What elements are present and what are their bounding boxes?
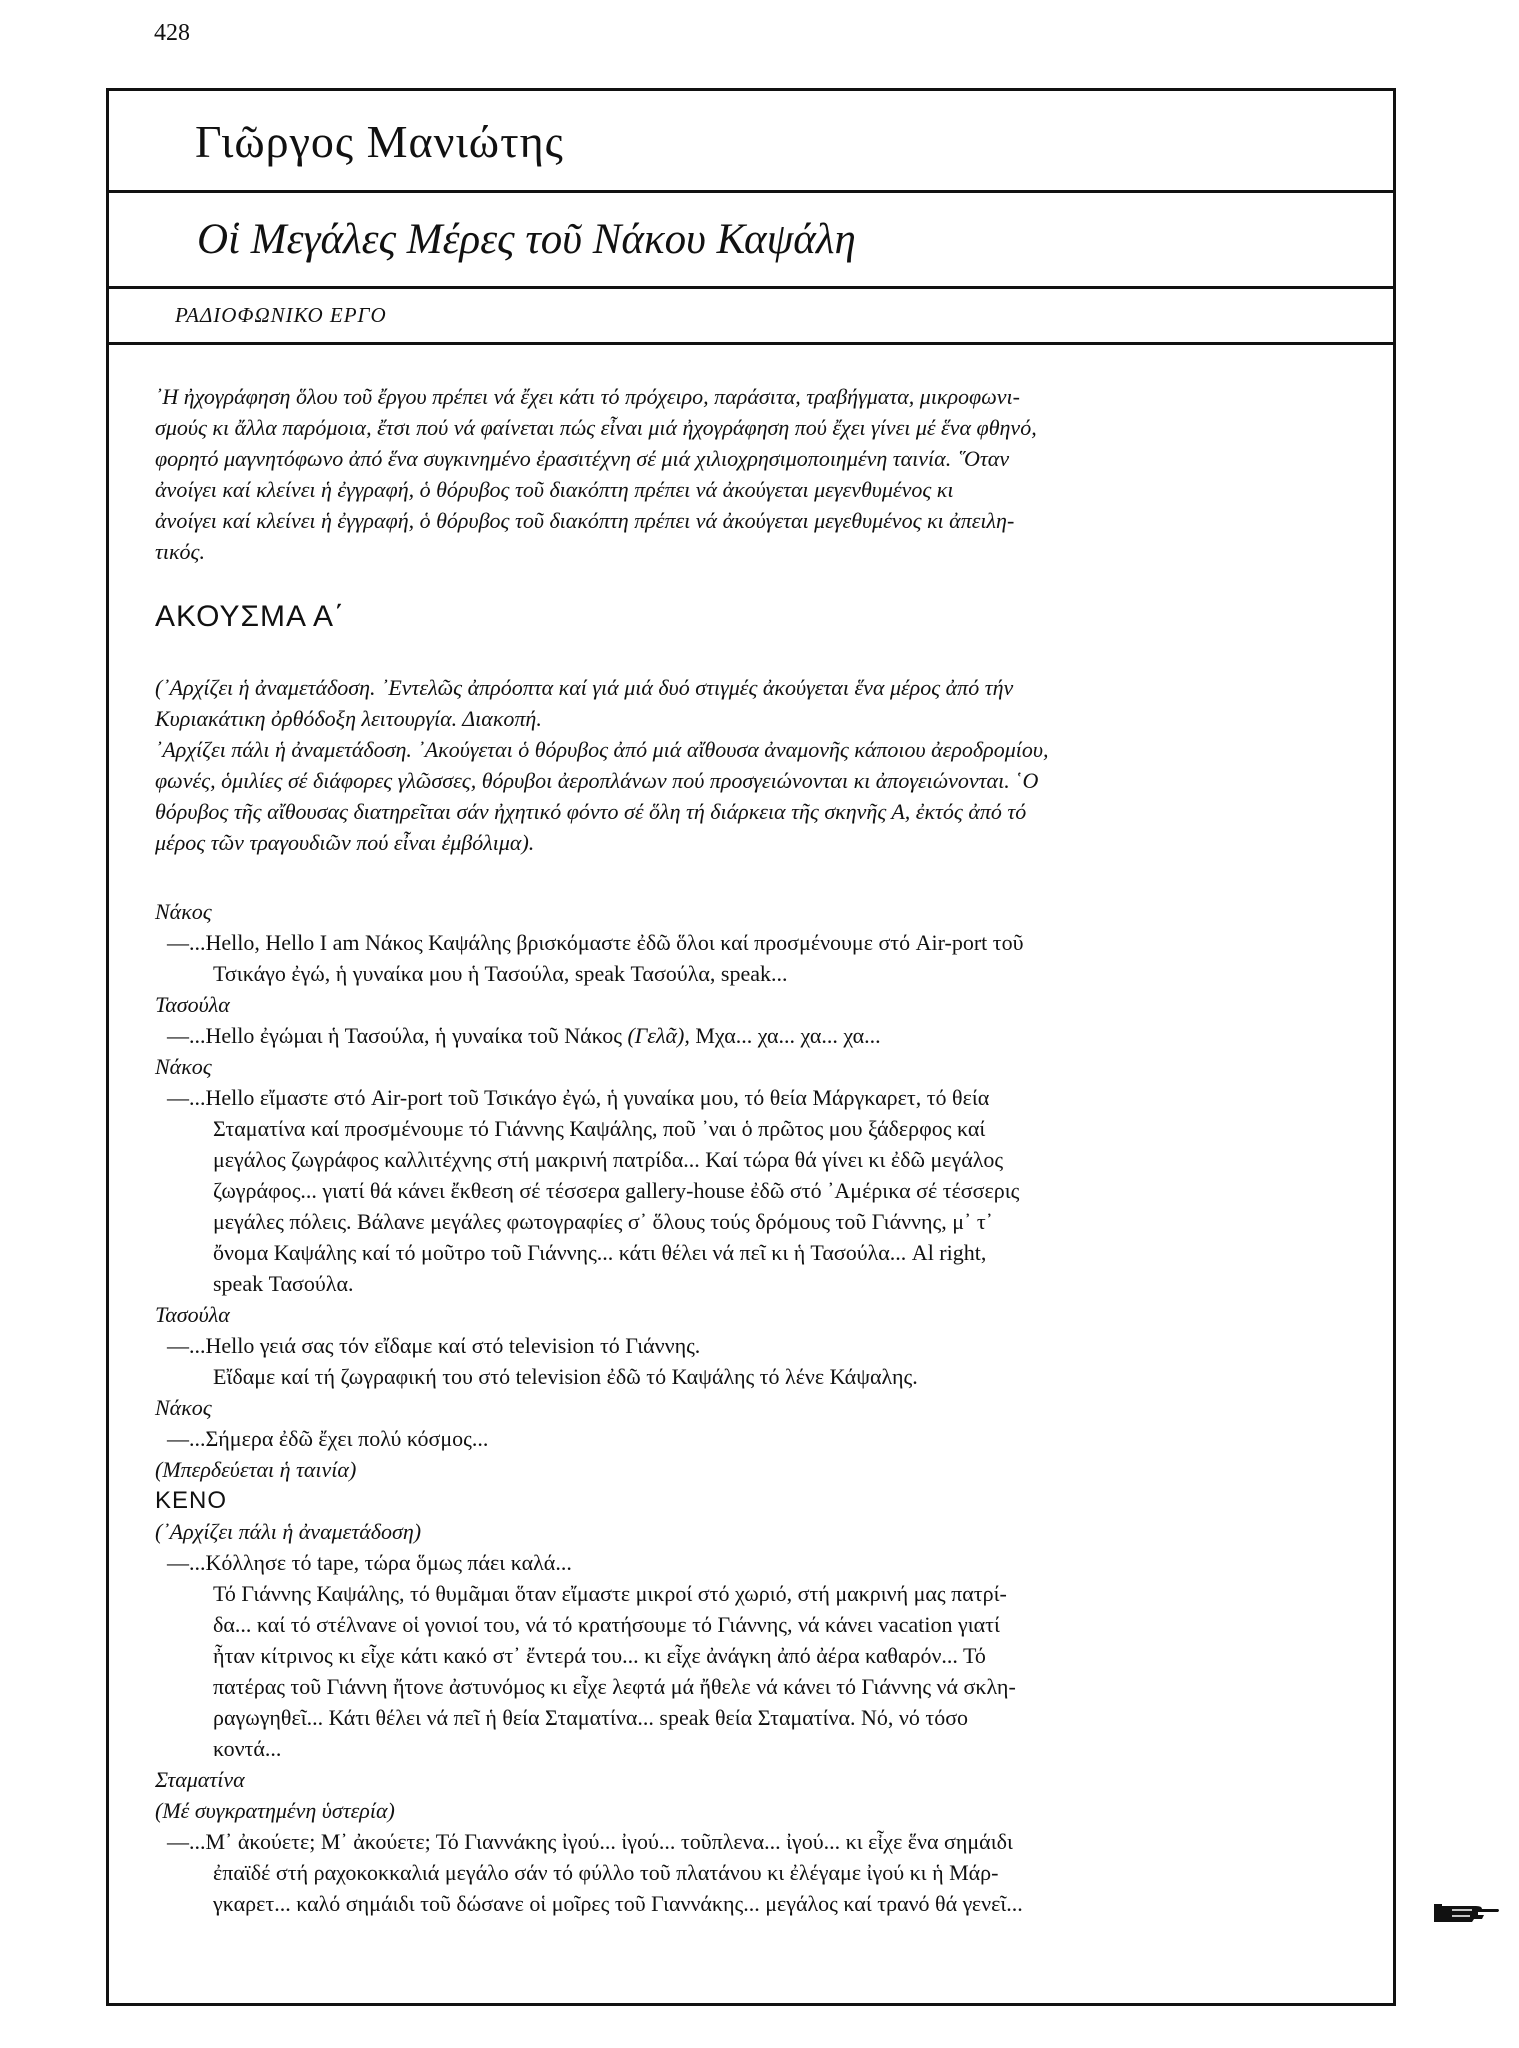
dialogue-text: Μχα... χα... χα... χα... [689, 1023, 881, 1048]
dialogue-line: speak Τασούλα. [213, 1271, 354, 1296]
stage-direction: (Μπερδεύεται ἡ ταινία) [155, 1457, 357, 1482]
dialogue-line: —...Hello εἴμαστε στό Air-port τοῦ Τσικάγο ἐγώ, ἡ γυναίκα μου, τό θεία Μάργκαρετ, τό θεία [167, 1085, 990, 1110]
intro-paragraph [155, 381, 1335, 567]
speaker-name: Νάκος [155, 1054, 212, 1079]
speaker-name: Σταματίνα [155, 1767, 245, 1792]
genre-box [109, 289, 1393, 345]
speaker-name: Νάκος [155, 899, 212, 924]
title-frame [106, 88, 1396, 2006]
intro-line: ἀνοίγει καί κλείνει ἡ ἐγγραφή, ὁ θόρυβος τοῦ διακόπτη πρέπει νά ἀκούγεται μεγεθυμένος κι ἀπειλη- [155, 508, 1015, 533]
intro-line: ᾿Η ἠχογράφηση ὅλου τοῦ ἔργου πρέπει νά ἔχει κάτι τό πρόχειρο, παράσιτα, τραβήγματα, μικροφωνι- [155, 384, 1020, 409]
dialogue-line: ἦταν κίτρινος κι εἶχε κάτι κακό στ᾿ ἔντερά του... κι εἶχε ἀνάγκη ἀπό ἀέρα καθαρόν... Τό [213, 1643, 986, 1668]
section-heading: ΑΚΟΥΣΜΑ Α΄ [155, 600, 346, 633]
stage-line: (᾿Αρχίζει ἡ ἀναμετάδοση. ᾿Εντελῶς ἀπρόοπτα καί γιά μιά δυό στιγμές ἀκούγεται ἕνα μέρος ἀπό τήν [155, 675, 1014, 700]
dialogue-line: δα... καί τό στέλνανε οἱ γονιοί του, νά τό κρατήσουμε τό Γιάννης, νά κάνει vacation γιατί [213, 1612, 1000, 1637]
dialogue-line: πατέρας τοῦ Γιάννη ἤτονε ἀστυνόμος κι εἶχε λεφτά μά ἤθελε νά κάνει τό Γιάννης νά σκλη- [213, 1674, 1016, 1699]
dialogue-line: μεγάλος ζωγράφος καλλιτέχνης στή μακρινή πατρίδα... Καί τώρα θά γίνει κι ἐδῶ μεγάλος [213, 1147, 1004, 1172]
dialogue-line: Σταματίνα καί προσμένουμε τό Γιάννης Καψάλης, ποῦ ᾿ναι ὁ πρῶτος μου ξάδερφος καί [213, 1116, 986, 1141]
intro-line: τικός. [155, 539, 205, 564]
dialogue-line: Τό Γιάννης Καψάλης, τό θυμᾶμαι ὅταν εἴμαστε μικροί στό χωριό, στή μακρινή μας πατρί- [213, 1581, 1007, 1606]
stage-line: θόρυβος τῆς αἴθουσας διατηρεῖται σάν ἠχητικό φόντο σέ ὅλη τή διάρκεια τῆς σκηνῆς Α, ἐκτός ἀπό τό [155, 799, 1027, 824]
dialogue-line: —...Hello, Hello I am Νάκος Καψάλης βρισκόμαστε ἐδῶ ὅλοι καί προσμένουμε στό Air-port τοῦ [167, 930, 1024, 955]
stage-line: ᾿Αρχίζει πάλι ἡ ἀναμετάδοση. ᾿Ακούγεται ὁ θόρυβος ἀπό μιά αἴθουσα ἀναμονῆς κάποιου ἀεροδρομίου, [155, 737, 1049, 762]
stage-line: Κυριακάτικη ὀρθόδοξη λειτουργία. Διακοπή. [155, 706, 542, 731]
dialogue-line: γκαρετ... καλό σημάιδι τοῦ δώσανε οἱ μοῖρες τοῦ Γιαννάκης... μεγάλος καί τρανό θά γενεῖ... [213, 1891, 1023, 1916]
dialogue-line: Εἴδαμε καί τή ζωγραφική του στό television ἐδῶ τό Καψάλης τό λένε Κάψαλης. [213, 1364, 918, 1389]
speaker-name: Τασούλα [155, 992, 230, 1017]
dialogue-line: ὄνομα Καψάλης καί τό μοῦτρο τοῦ Γιάννης... κάτι θέλει νά πεῖ κι ἡ Τασούλα... Al right, [213, 1240, 987, 1265]
intro-line: σμούς κι ἄλλα παρόμοια, ἔτσι πού νά φαίνεται πώς εἶναι μιά ἠχογράφηση πού ἔχει γίνει μέ ἕνα φθηνό, [155, 415, 1037, 440]
intro-line: φορητό μαγνητόφωνο ἀπό ἕνα συγκινημένο ἐρασιτέχνη σέ μιά χιλιοχρησιμοποιημένη ταινία. ῞Οταν [155, 446, 1010, 471]
dialogue-line: κοντά... [213, 1736, 282, 1761]
intro-line: ἀνοίγει καί κλείνει ἡ ἐγγραφή, ὁ θόρυβος τοῦ διακόπτη πρέπει νά ἀκούγεται μεγενθυμένος κι [155, 477, 954, 502]
stage-direction: (᾿Αρχίζει πάλι ἡ ἀναμετάδοση) [155, 1519, 422, 1544]
page-number: 428 [154, 20, 190, 46]
title-box [109, 193, 1393, 289]
stage-aside: (Γελᾶ), [627, 1023, 690, 1048]
dialogue-line: ραγωγηθεῖ... Κάτι θέλει νά πεῖ ἡ θεία Σταματίνα... speak θεία Σταματίνα. Νό, νό τόσο [213, 1705, 969, 1730]
stage-line: μέρος τῶν τραγουδιῶν πού εἶναι ἐμβόλιμα). [155, 830, 535, 855]
stage-direction: (Μέ συγκρατημένη ὑστερία) [155, 1798, 395, 1823]
dialogue-line: ἐπαϊδέ στή ραχοκοκκαλιά μεγάλο σάν τό φύλλο τοῦ πλατάνου κι ἐλέγαμε ἰγού κι ἡ Μάρ- [213, 1860, 999, 1885]
dialogue-line: —...Κόλλησε τό tape, τώρα ὅμως πάει καλά... [167, 1550, 572, 1575]
author-box [109, 91, 1393, 193]
dialogue-line: ζωγράφος... γιατί θά κάνει ἔκθεση σέ τέσσερα gallery-house ἐδῶ στό ᾿Αμέρικα σέ τέσσερις [213, 1178, 1020, 1203]
pointing-hand-icon [1432, 1898, 1500, 1926]
speaker-name: Νάκος [155, 1395, 212, 1420]
stage-line: φωνές, ὁμιλίες σέ διάφορες γλῶσσες, θόρυβοι ἀεροπλάνων πού προσγειώνονται κι ἀπογειώνονται. ῾Ο [155, 768, 1039, 793]
dialogue-line: Τσικάγο ἐγώ, ἡ γυναίκα μου ἡ Τασούλα, speak Τασούλα, speak... [213, 961, 788, 986]
keno-label: ΚΕΝΟ [155, 1487, 228, 1514]
dialogue-line: —...Σήμερα ἐδῶ ἔχει πολύ κόσμος... [167, 1426, 489, 1451]
dialogue-line [155, 1020, 1335, 1051]
dialogue-line: μεγάλες πόλεις. Βάλανε μεγάλες φωτογραφίες σ᾿ ὅλους τούς δρόμους τοῦ Γιάννης, μ᾿ τ᾿ [213, 1209, 994, 1234]
author-name: Γιῶργος Μανιώτης [195, 116, 564, 167]
dialogue-text: —...Hello ἐγώμαι ἡ Τασούλα, ἡ γυναίκα τοῦ Νάκος [167, 1023, 628, 1048]
dialogue-line: —...Μ᾿ ἀκούετε; Μ᾿ ἀκούετε; Τό Γιαννάκης ἰγού... ἰγού... τοῦπλενα... ἰγού... κι εἶχε ἕνα σημάιδι [167, 1829, 1013, 1854]
dialogue [155, 896, 1335, 1919]
work-title: Οἱ Μεγάλες Μέρες τοῦ Νάκου Καψάλη [197, 216, 856, 263]
genre-label: ΡΑΔΙΟΦΩΝΙΚΟ ΕΡΓΟ [175, 303, 387, 327]
stage-directions [155, 672, 1335, 858]
main-text [155, 381, 1335, 1919]
speaker-name: Τασούλα [155, 1302, 230, 1327]
dialogue-line: —...Hello γειά σας τόν εἴδαμε καί στό television τό Γιάννης. [167, 1333, 701, 1358]
